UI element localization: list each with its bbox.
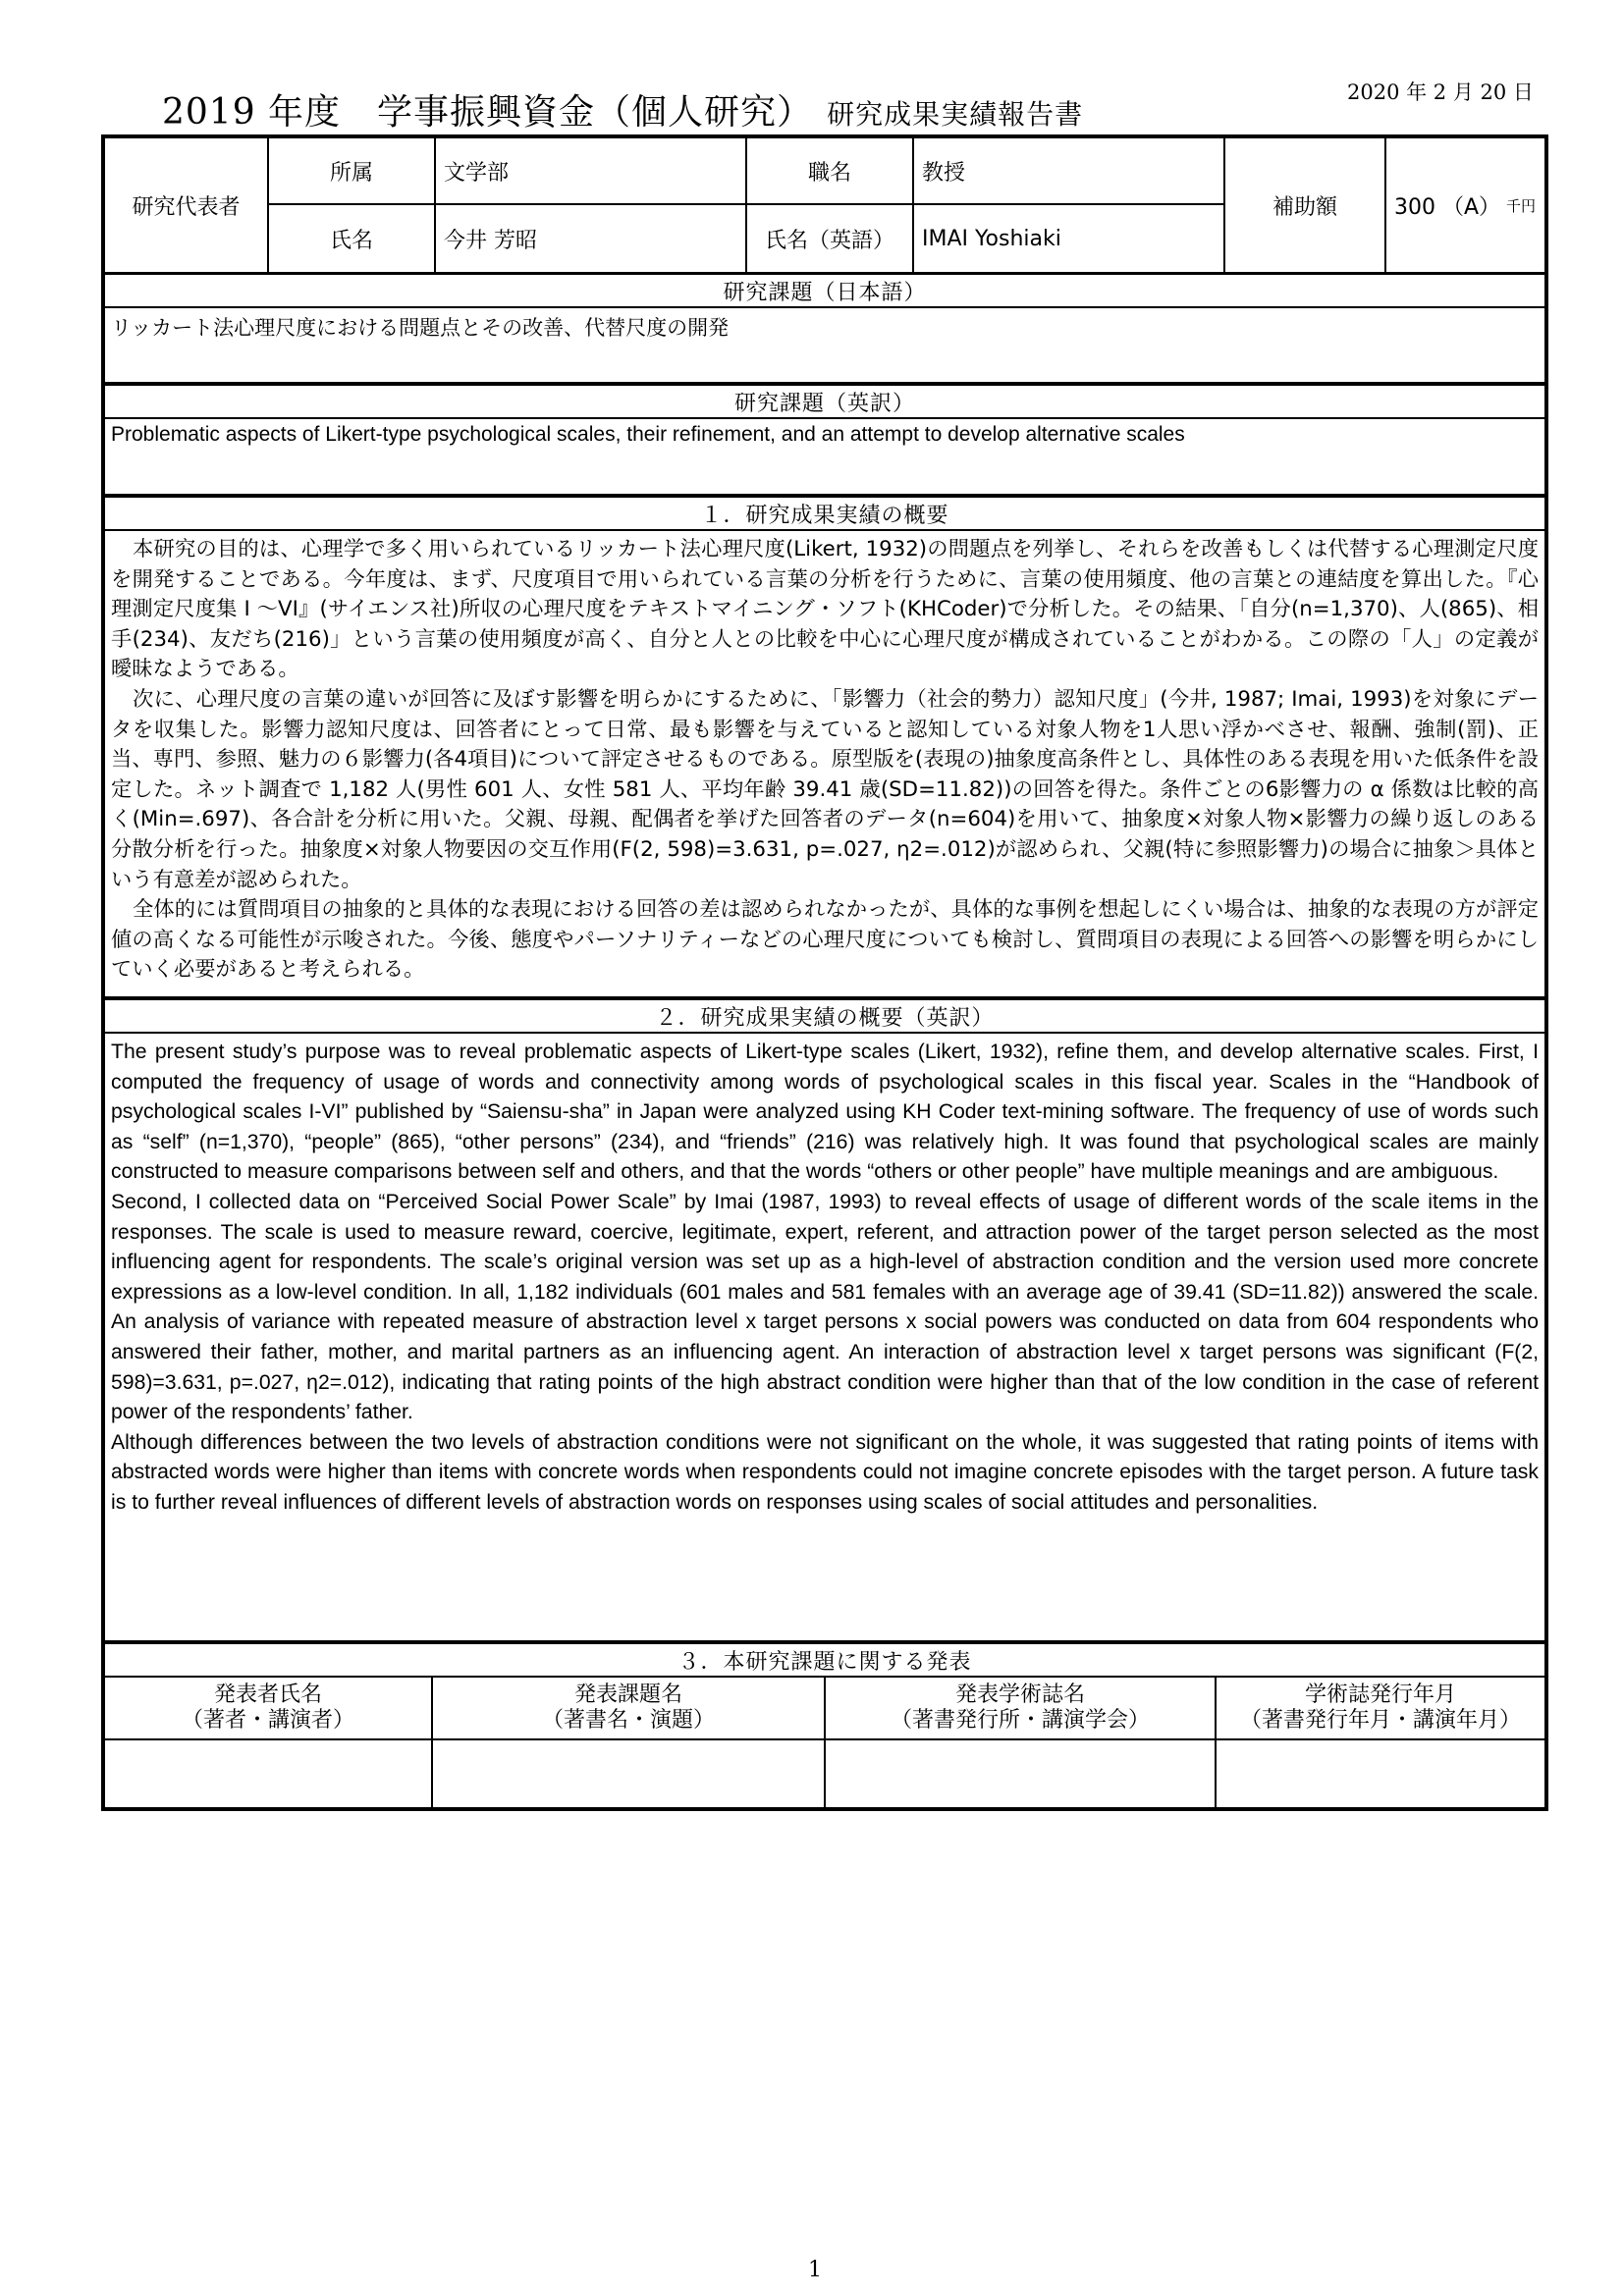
topic-en-heading: 研究課題（英訳）	[105, 386, 1544, 419]
summary-jp-body	[105, 531, 1544, 1000]
topic-en-text: Problematic aspects of Likert-type psychological scales, their refinement, and an attempt to develop alternative scales	[105, 419, 1544, 498]
name-en-label: 氏名（英語）	[747, 205, 914, 272]
publications-heading: ３．本研究課題に関する発表	[105, 1644, 1544, 1678]
researcher-info-table	[105, 138, 1544, 275]
summary-jp-paragraph: 本研究の目的は、心理学で多く用いられているリッカート法心理尺度(Likert, 1932)の問題点を列挙し、それらを改善もしくは代替する心理測定尺度を開発することである。今年度は、まず、尺度項目で用いられている言葉の分析を行うために、言葉の使用頻度、他の言葉との連結度を算出した。『心理測定尺度集 I ～VI』(サイエンス社)所収の心理尺度をテキストマイニング・ソフト(KHCoder)で分析した。その結果、「自分(n=1,370)、人(865)、相手(234)、友だち(216)」という言葉の使用頻度が高く、自分と人との比較を中心に心理尺度が構成されていることがわかる。この際の「人」の定義が曖昧なようである。	[111, 537, 1539, 682]
pub-col-title: 発表課題名	[573, 1682, 682, 1707]
summary-en-paragraph: Although differences between the two levels of abstraction conditions were not significant on the whole, it was suggested that rating points of items with abstracted words were higher than items with concrete words when respondents could not imagine concrete episodes with the target person. A future task is to further reveal influences of different levels of abstraction words on responses using scales of social attitudes and personalities.	[111, 1430, 1539, 1514]
pub-col-subtitle: （著書発行所・講演学会）	[890, 1708, 1150, 1733]
summary-en-heading: ２．研究成果実績の概要（英訳）	[105, 1000, 1544, 1034]
grant-unit: 千円	[1506, 196, 1537, 215]
pub-cell-empty	[826, 1740, 1217, 1807]
representative-label: 研究代表者	[105, 138, 269, 272]
affiliation-label: 所属	[269, 138, 436, 205]
page-title	[162, 84, 1083, 134]
name-label: 氏名	[269, 205, 436, 272]
name-en-value: IMAI Yoshiaki	[914, 205, 1225, 272]
topic-jp-heading: 研究課題（日本語）	[105, 275, 1544, 308]
summary-jp-paragraph: 全体的には質問項目の抽象的と具体的な表現における回答の差は認められなかったが、具体的な事例を想起しにくい場合は、抽象的な表現の方が評定値の高くなる可能性が示唆された。今後、態度やパーソナリティーなどの心理尺度についても検討し、質問項目の表現による回答への影響を明らかにしていく必要があると考えられる。	[111, 897, 1539, 983]
position-label: 職名	[747, 138, 914, 205]
pub-col-topic	[433, 1678, 826, 1740]
summary-en-paragraph: Second, I collected data on “Perceived Social Power Scale” by Imai (1987, 1993) to reveal effects of usage of different words of the scale items in the responses. The scale is used to measure reward, coercive, legitimate, expert, referent, and attraction power of the target person selected as the most influencing agent for respondents. The scale’s original version was set up as a high-level of abstraction condition and the version used more concrete expressions as a low-level condition. In all, 1,182 individuals (601 males and 581 females with an average age of 39.41 (SD=11.82)) answered the scale. An analysis of variance with repeated measure of abstraction level x target persons x social powers was conducted on data from 604 respondents who answered their father, mother, and marital partners as an influencing agent. An interaction of abstraction level x target persons was significant (F(2, 598)=3.631, p=.027, η2=.012), indicating that rating points of the high abstract condition were higher than that of the low condition in the case of referent power of the respondents’ father.	[111, 1190, 1539, 1424]
pub-col-subtitle: （著書名・演題）	[541, 1708, 715, 1733]
grant-label: 補助額	[1225, 138, 1386, 272]
summary-jp-heading: １．研究成果実績の概要	[105, 498, 1544, 531]
pub-col-subtitle: （著者・講演者）	[181, 1708, 354, 1733]
pub-col-journal	[826, 1678, 1217, 1740]
pub-col-presenter	[105, 1678, 433, 1740]
summary-en-paragraph: The present study’s purpose was to reveal problematic aspects of Likert-type scales (Likert, 1932), refine them, and develop alternative scales. First, I computed the frequency of usage of words and connectivity among words of psychological scales in this fiscal year. Scales in the “Handbook of psychological scales I-VI” published by “Saiensu-sha” in Japan were analyzed using KH Coder text-mining software. The frequency of use of words such as “self” (n=1,370), “people” (865), “other persons” (234), and “friends” (216) was relatively high. It was found that psychological scales are mainly constructed to measure comparisons between self and others, and that the words “others or other people” have multiple meanings and are ambiguous.	[111, 1041, 1539, 1184]
summary-en-body	[105, 1034, 1544, 1644]
pub-col-title: 発表者氏名	[213, 1682, 322, 1707]
pub-cell-empty	[1217, 1740, 1544, 1807]
pub-cell-empty	[105, 1740, 433, 1807]
name-value: 今井 芳昭	[436, 205, 747, 272]
pub-col-title: 発表学術誌名	[954, 1682, 1085, 1707]
page-title-main: 2019 年度 学事振興資金（個人研究）	[162, 92, 814, 133]
pub-col-title: 学術誌発行年月	[1304, 1682, 1456, 1707]
report-date: 2020 年 2 月 20 日	[1347, 80, 1534, 104]
pub-cell-empty	[433, 1740, 826, 1807]
position-value: 教授	[914, 138, 1225, 205]
page-title-sub: 研究成果実績報告書	[827, 98, 1084, 131]
report-form	[101, 134, 1548, 1811]
pub-col-date	[1217, 1678, 1544, 1740]
grant-value: 300 （A）	[1394, 194, 1501, 220]
affiliation-value: 文学部	[436, 138, 747, 205]
publications-table	[105, 1678, 1544, 1807]
summary-jp-paragraph: 次に、心理尺度の言葉の違いが回答に及ぼす影響を明らかにするために、「影響力（社会的勢力）認知尺度」(今井, 1987; Imai, 1993)を対象にデータを収集した。影響力認知尺度は、回答者にとって日常、最も影響を与えていると認知している対象人物を1人思い浮かべさせ、報酬、強制(罰)、正当、専門、参照、魅力の６影響力(各4項目)について評定させるものである。原型版を(表現の)抽象度高条件とし、具体性のある表現を用いた低条件を設定した。ネット調査で 1,182 人(男性 601 人、女性 581 人、平均年齢 39.41 歳(SD=11.82))の回答を得た。条件ごとの6影響力の α 係数は比較的高く(Min=.697)、各合計を分析に用いた。父親、母親、配偶者を挙げた回答者のデータ(n=604)を用いて、抽象度×対象人物×影響力の繰り返しのある分散分析を行った。抽象度×対象人物要因の交互作用(F(2, 598)=3.631, p=.027, η2=.012)が認められ、父親(特に参照影響力)の場合に抽象＞具体という有意差が認められた。	[111, 686, 1539, 892]
topic-jp-text: リッカート法心理尺度における問題点とその改善、代替尺度の開発	[105, 308, 1544, 386]
pub-col-subtitle: （著書発行年月・講演年月）	[1239, 1708, 1521, 1733]
grant-amount	[1386, 138, 1543, 272]
page-number: 1	[808, 2258, 822, 2282]
